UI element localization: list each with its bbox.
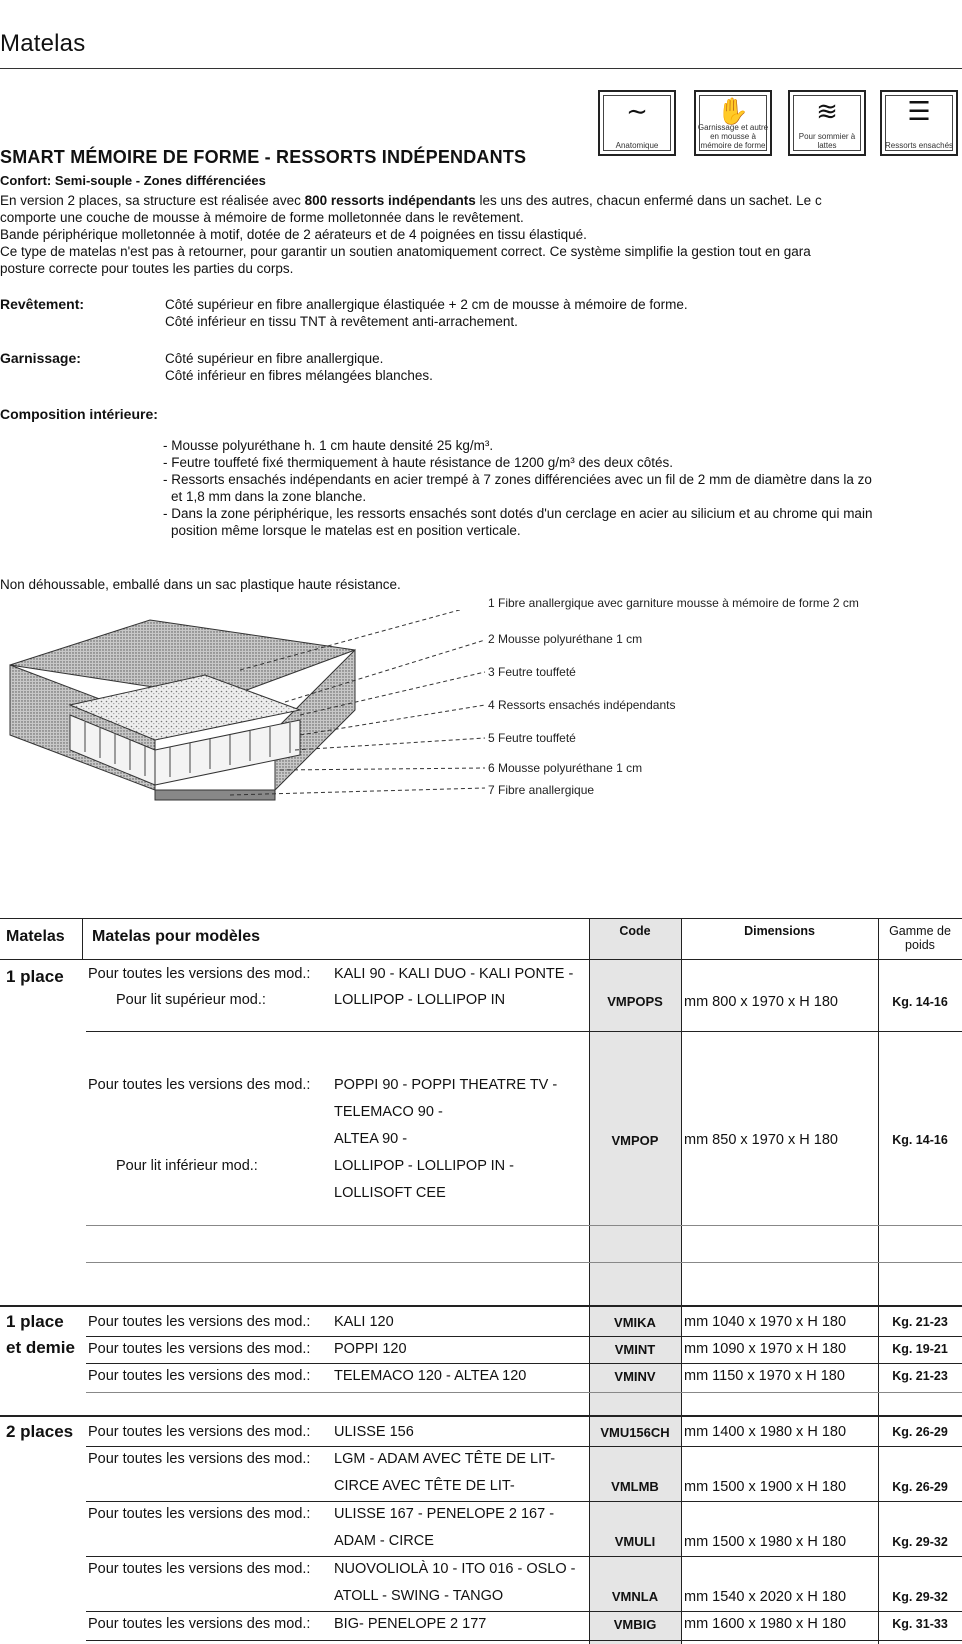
- row-label: Pour toutes les versions des mod.:: [88, 1561, 311, 1577]
- header-poids: Gamme de poids: [889, 924, 951, 952]
- header-dimensions: Dimensions: [744, 924, 815, 938]
- group-1-place-demie: 1 place: [6, 1312, 64, 1331]
- weight-cell: Kg. 29-32: [892, 1590, 948, 1604]
- row-models: KALI 120: [334, 1314, 394, 1330]
- row-border: [86, 1446, 962, 1447]
- dimension-cell: mm 1150 x 1970 x H 180: [684, 1368, 845, 1384]
- weight-cell: Kg. 31-33: [892, 1617, 948, 1631]
- code-cell: VMNLA: [611, 1589, 659, 1604]
- row-label: Pour toutes les versions des mod.:: [88, 1368, 311, 1384]
- code-cell: VMPOP: [611, 1133, 659, 1148]
- code-cell: VMINV: [614, 1369, 656, 1384]
- composition-label: Composition intérieure:: [0, 406, 158, 422]
- weight-cell: Kg. 14-16: [892, 995, 948, 1009]
- row-label: Pour lit supérieur mod.:: [116, 992, 266, 1008]
- row-models: ULISSE 156: [334, 1424, 414, 1440]
- springs-icon: ☰ Ressorts ensachés: [880, 90, 958, 156]
- garnissage-label: Garnissage:: [0, 350, 81, 366]
- code-cell: VMPOPS: [607, 994, 663, 1009]
- weight-cell: Kg. 21-23: [892, 1315, 948, 1329]
- header-modeles: Matelas pour modèles: [92, 928, 261, 945]
- row-label: Pour toutes les versions des mod.:: [88, 1341, 311, 1357]
- row-label: Pour toutes les versions des mod.:: [88, 966, 311, 982]
- weight-cell: Kg. 19-21: [892, 1342, 948, 1356]
- row-models: CIRCE AVEC TÊTE DE LIT-: [334, 1478, 515, 1494]
- code-cell: VMIKA: [614, 1315, 656, 1330]
- row-models: BIG- PENELOPE 2 177: [334, 1616, 487, 1632]
- revetement-line-2: Côté inférieur en tissu TNT à revêtement anti-arrachement.: [165, 314, 518, 329]
- group-1-place: 1 place: [6, 967, 64, 986]
- weight-cell: Kg. 26-29: [892, 1425, 948, 1439]
- legend-item: 4 Ressorts ensachés indépendants: [488, 698, 676, 712]
- garnissage-line-1: Côté supérieur en fibre anallergique.: [165, 351, 384, 366]
- legend-item: 7 Fibre anallergique: [488, 783, 595, 797]
- intro-line-2: comporte une couche de mousse à mémoire de forme molletonnée dans le revêtement.: [0, 210, 524, 225]
- row-models: LOLLIPOP - LOLLIPOP IN -: [334, 1158, 514, 1174]
- row-label: Pour toutes les versions des mod.:: [88, 1314, 311, 1330]
- weight-cell: Kg. 29-32: [892, 1535, 948, 1549]
- row-models: ADAM - CIRCE: [334, 1533, 434, 1549]
- group-border: [0, 1415, 962, 1417]
- mattress-cutaway-illustration: [0, 610, 962, 910]
- intro-line-3: Bande périphérique molletonnée à motif, dotée de 2 aérateurs et de 4 poignées en tissu élastiqué.: [0, 227, 587, 242]
- dimension-cell: mm 1540 x 2020 x H 180: [684, 1589, 847, 1605]
- legend-item: 1 Fibre anallergique avec garniture mousse à mémoire de forme 2 cm: [488, 596, 859, 610]
- intro-line-5: posture correcte pour toutes les parties du corps.: [0, 261, 294, 276]
- legend-item: 2 Mousse polyuréthane 1 cm: [488, 632, 643, 646]
- code-cell: VMINT: [614, 1342, 656, 1357]
- dimension-cell: mm 1400 x 1980 x H 180: [684, 1424, 847, 1440]
- garnissage-line-2: Côté inférieur en fibres mélangées blanches.: [165, 368, 433, 383]
- dimension-cell: mm 850 x 1970 x H 180: [684, 1132, 838, 1148]
- confort-line: Confort: Semi-souple - Zones différenciées: [0, 173, 266, 188]
- dimension-cell: mm 800 x 1970 x H 180: [684, 994, 838, 1010]
- row-border: [86, 1556, 962, 1557]
- group-border: [0, 1305, 962, 1307]
- code-cell: VMLMB: [611, 1479, 659, 1494]
- header-divider: [0, 68, 962, 69]
- legend-item: 5 Feutre touffeté: [488, 731, 576, 745]
- row-label: Pour toutes les versions des mod.:: [88, 1616, 311, 1632]
- code-cell: VMULI: [614, 1534, 656, 1549]
- row-border: [86, 1392, 962, 1393]
- packaging-note: Non déhoussable, emballé dans un sac plastique haute résistance.: [0, 577, 401, 592]
- revetement-label: Revêtement:: [0, 296, 85, 312]
- row-models: LGM - ADAM AVEC TÊTE DE LIT-: [334, 1451, 556, 1467]
- mattress-diagram: [0, 596, 962, 910]
- code-cell: VMU156CH: [600, 1425, 670, 1440]
- header-code: Code: [619, 924, 651, 938]
- row-models: KALI 90 - KALI DUO - KALI PONTE -: [334, 966, 574, 982]
- row-border: [86, 1501, 962, 1502]
- table-header-border: [0, 959, 962, 960]
- intro-line-4: Ce type de matelas n'est pas à retourner, pour garantir un soutien anatomiquement correct. Ce système simplifie la gestion tout en gara: [0, 244, 811, 259]
- legend-item: 3 Feutre touffeté: [488, 665, 576, 679]
- slats-icon: ≋ Pour sommier à lattes: [788, 90, 866, 156]
- anatomique-icon: ∼ Anatomique: [598, 90, 676, 156]
- row-models: NUOVOLIOLÀ 10 - ITO 016 - OSLO -: [334, 1561, 576, 1577]
- group-2-places: 2 places: [6, 1422, 74, 1441]
- weight-cell: Kg. 21-23: [892, 1369, 948, 1383]
- row-label: Pour toutes les versions des mod.:: [88, 1451, 311, 1467]
- row-models: LOLLIPOP - LOLLIPOP IN: [334, 992, 506, 1008]
- row-models: ULISSE 167 - PENELOPE 2 167 -: [334, 1506, 555, 1522]
- group-1-place-demie-2: et demie: [6, 1338, 75, 1357]
- feature-icons: [598, 90, 962, 162]
- row-border: [86, 1225, 962, 1226]
- dimension-cell: mm 1090 x 1970 x H 180: [684, 1341, 847, 1357]
- row-label: Pour toutes les versions des mod.:: [88, 1506, 311, 1522]
- col-divider: [681, 918, 682, 1644]
- intro-line-1: En version 2 places, sa structure est réalisée avec 800 ressorts indépendants les uns des autres, chacun enfermé dans un sachet. Le c: [0, 193, 822, 208]
- col-divider: [82, 918, 83, 959]
- dimension-cell: mm 1500 x 1900 x H 180: [684, 1479, 847, 1495]
- table-top-border: [0, 918, 962, 919]
- row-label: Pour toutes les versions des mod.:: [88, 1424, 311, 1440]
- legend-item: 6 Mousse polyuréthane 1 cm: [488, 761, 643, 775]
- row-models: ATOLL - SWING - TANGO: [334, 1588, 504, 1604]
- weight-cell: Kg. 26-29: [892, 1480, 948, 1494]
- row-border: [86, 1611, 962, 1612]
- row-models: TELEMACO 90 -: [334, 1104, 443, 1120]
- dimension-cell: mm 1040 x 1970 x H 180: [684, 1314, 847, 1330]
- row-border: [86, 1640, 962, 1641]
- row-models: POPPI 90 - POPPI THEATRE TV -: [334, 1077, 558, 1093]
- row-label: Pour toutes les versions des mod.:: [88, 1077, 311, 1093]
- row-border: [86, 1336, 962, 1337]
- row-models: ALTEA 90 -: [334, 1131, 408, 1147]
- code-cell: VMBIG: [613, 1617, 657, 1632]
- product-title: SMART MÉMOIRE DE FORME - RESSORTS INDÉPENDANTS: [0, 147, 527, 167]
- revetement-line-1: Côté supérieur en fibre anallergique élastiquée + 2 cm de mousse à mémoire de forme.: [165, 297, 688, 312]
- weight-cell: Kg. 14-16: [892, 1133, 948, 1147]
- row-models: TELEMACO 120 - ALTEA 120: [334, 1368, 527, 1384]
- row-label: Pour lit inférieur mod.:: [116, 1158, 258, 1174]
- row-border: [86, 1262, 962, 1263]
- row-border: [86, 1031, 962, 1032]
- dimension-cell: mm 1600 x 1980 x H 180: [684, 1616, 847, 1632]
- hand-icon: ✋ Garnissage et autre en mousse à mémoire de forme: [694, 90, 772, 156]
- row-border: [86, 1363, 962, 1364]
- row-models: POPPI 120: [334, 1341, 407, 1357]
- page-title: Matelas: [0, 30, 86, 57]
- row-models: LOLLISOFT CEE: [334, 1185, 446, 1201]
- dimension-cell: mm 1500 x 1980 x H 180: [684, 1534, 847, 1550]
- header-matelas: Matelas: [6, 928, 65, 945]
- composition-list: - Mousse polyuréthane h. 1 cm haute densité 25 kg/m³. - Feutre touffeté fixé thermiquement à haute résistance de 1200 g/m³ des deux côtés. - Ressorts ensachés indépendants en acier trempé à 7 zones différenciées avec un fil de 2 mm de diamètre dans la zo et 1,8 mm dans la zone blanche. - Dans la zone périphérique, les ressorts ensachés sont dotés d'un cerclage en acier au silicium et au chrome qui main position même lorsque le matelas est en position verticale.: [163, 438, 873, 538]
